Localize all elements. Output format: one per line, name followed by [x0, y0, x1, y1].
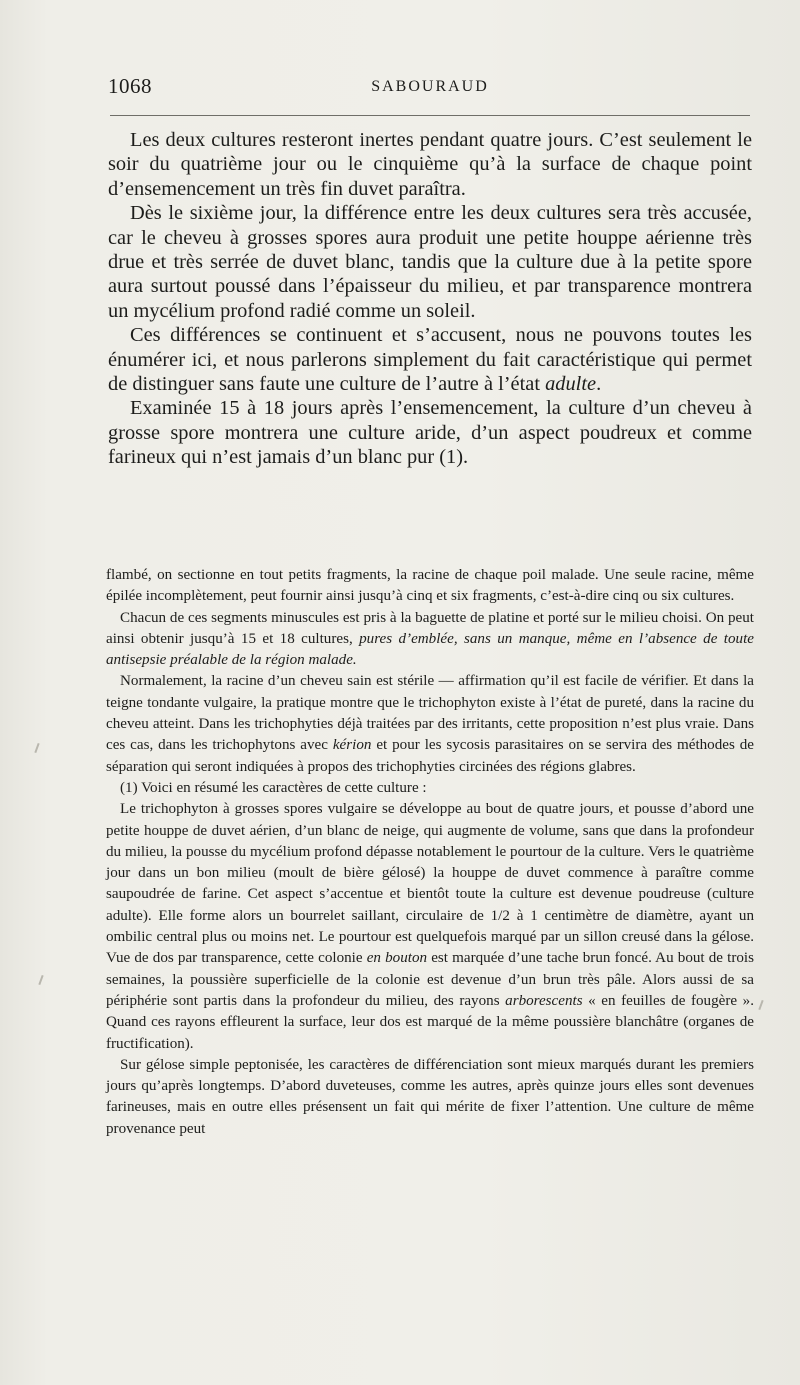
running-head — [108, 70, 752, 104]
paper-speck — [758, 1000, 763, 1010]
italic-term: adulte — [545, 373, 597, 396]
italic-term: kérion — [332, 737, 372, 754]
main-paragraph — [108, 323, 752, 396]
header-rule — [110, 115, 750, 116]
running-title: SABOURAUD — [371, 78, 489, 95]
main-paragraph: Examinée 15 à 18 jours après l’ensemencement, la culture d’un cheveu à grosse spore montrera une culture aride, d’un aspect poudreux et comme farineux qui n’est jamais d’un blanc pur (1). — [108, 397, 752, 469]
main-text-run: Ces différences se continuent et s’accusent, nous ne pouvons toutes les énumérer ici, et nous parlerons simplement du fait caractéristique qui permet de distinguer sans faute une culture de l’autre à l’état — [108, 324, 752, 396]
footnote-paragraph — [106, 799, 754, 1055]
paper-speck — [38, 975, 43, 985]
paper-speck — [34, 743, 39, 753]
main-paragraph: Dès le sixième jour, la différence entre les deux cultures sera très accusée, car le cheveu à grosses spores aura produit une petite houppe aérienne très drue et très serrée de duvet blanc, tandis que la culture due à la petite spore aura surtout poussé dans l’épaisseur du milieu, et par transparence montrera un mycélium profond radié comme un soleil. — [108, 202, 752, 322]
main-paragraph: Les deux cultures resteront inertes pendant quatre jours. C’est seulement le soir du quatrième jour ou le cinquième qu’à la surface de chaque point d’ensemencement un très fin duvet paraîtra. — [108, 129, 752, 200]
italic-phrase: pures d’emblée, sans un manque, même en l’absence de toute antisepsie préalable de la région malade. — [106, 630, 754, 669]
footnotes — [106, 565, 754, 1140]
footnote-run: Normalement, la racine d’un cheveu sain est stérile — affirmation qu’il est facile de vérifier. Et dans la teigne tondante vulgaire, la pratique montre que le trichophyton existe à l’état de pureté, dans la racine du cheveu atteint. Dans les trichophyties déjà traitées par des irritants, cette proposition n’est plus vraie. Dans ces cas, dans les trichophytons avec — [106, 673, 754, 754]
footnote-run: et pour les sycosis parasitaires on se servira des méthodes de séparation qui seront indiquées à propos des trichophyties circinées des régions glabres. — [106, 737, 755, 775]
footnote-paragraph — [106, 671, 754, 777]
main-text-run: . — [596, 373, 602, 396]
italic-term: arborescents — [505, 992, 583, 1009]
footnote-paragraph — [106, 608, 754, 672]
page-number: 1068 — [108, 74, 152, 98]
footnote-run: Chacun de ces segments minuscules est pris à la baguette de platine et porté sur le milieu choisi. On peut ainsi obtenir jusqu’à 15 et 18 cultures, — [106, 609, 754, 647]
main-text — [108, 128, 752, 470]
footnote-run: est marquée d’une tache brun foncé. Au bout de trois semaines, la poussière superficielle de la colonie est devenue d’un brun très pâle. Alors aussi de sa périphérie sont partis dans la profondeur du milieu, des rayons — [106, 950, 754, 1009]
footnote-run: « en feuilles de fougère ». Quand ces rayons effleurent la surface, leur dos est marqué de la même poussière blanchâtre (organes de fructification). — [106, 992, 754, 1052]
footnote-paragraph: (1) Voici en résumé les caractères de cette culture : — [120, 779, 427, 796]
footnote-run: Le trichophyton à grosses spores vulgaire se développe au bout de quatre jours, et pousse d’abord une petite houppe de duvet aérien, d’un blanc de neige, qui augmente de volume, sans que dans la profondeur du milieu, la pousse du mycélium profond dépasse notablement le pourtour de la culture. Vers le quatrième jour dans un bon milieu (moult de bière gélosé) la houppe de duvet commence à paraître comme saupoudrée de farine. Cet aspect s’accentue et bientôt toute la culture est devenue poudreuse (culture adulte). Elle forme alors un bourrelet saillant, circulaire de 1/2 à 1 centimètre de diamètre, ayant un ombilic central plus ou moins net. Le pourtour est quelquefois marqué par un sillon creusé dans la gélose. Vue de dos par transparence, cette colonie — [106, 801, 754, 967]
footnote-paragraph: Sur gélose simple peptonisée, les caractères de différenciation sont mieux marqués durant les premiers jours qu’après longtemps. D’abord duveteuses, comme les autres, après quinze jours elles sont devenues farineuses, mais en outre elles présensent un fait qui mérite de fixer l’attention. Une culture de même provenance peut — [106, 1056, 754, 1137]
footnote-paragraph: flambé, on sectionne en tout petits fragments, la racine de chaque poil malade. Une seule racine, même épilée incomplètement, peut fournir ainsi jusqu’à cinq et six fragments, c’est-à-dire cinq ou six cultures. — [106, 567, 754, 605]
italic-term: en bouton — [366, 950, 428, 967]
